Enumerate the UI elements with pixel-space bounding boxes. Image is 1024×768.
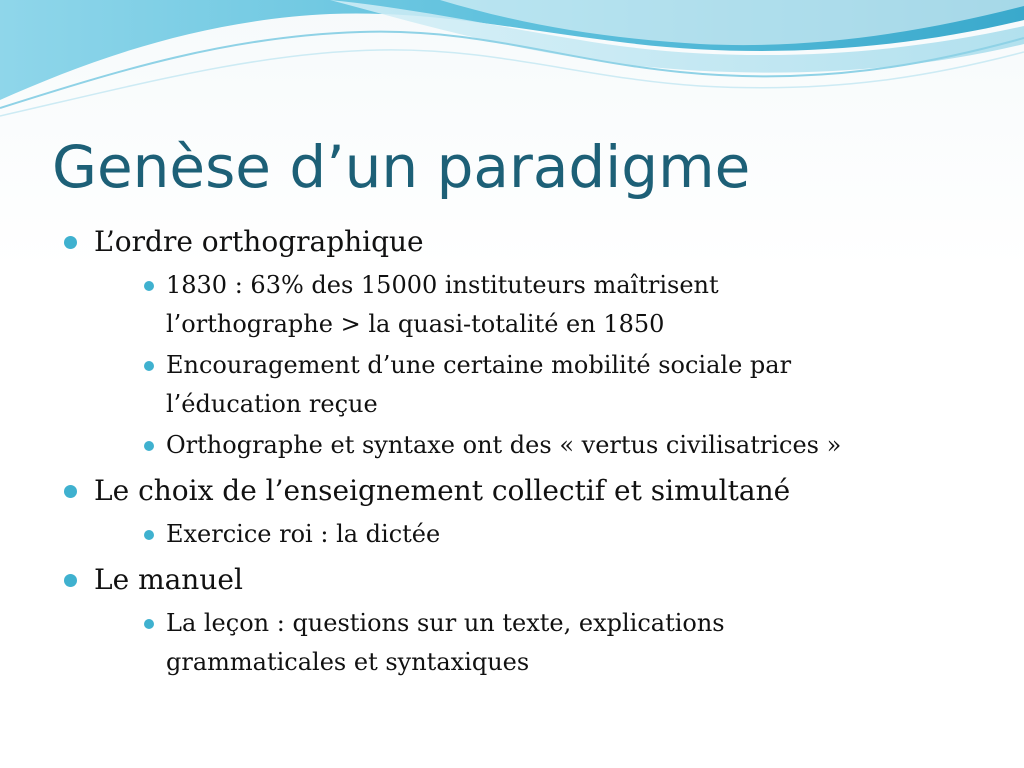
- list-item: [62, 222, 1002, 465]
- sub-list-item: [144, 515, 1002, 554]
- list-item: [62, 471, 1002, 554]
- list-item-text: Le manuel: [94, 563, 243, 596]
- slide-title: Genèse d’un paradigme: [52, 133, 751, 201]
- sub-list-item: [144, 604, 1002, 682]
- round-bullet-icon: [144, 619, 154, 629]
- round-bullet-icon: [144, 530, 154, 540]
- sub-item-text-line: Orthographe et syntaxe ont des « vertus civilisatrices »: [166, 431, 842, 459]
- sub-list-item: [144, 346, 1002, 424]
- round-bullet-icon: [64, 574, 77, 587]
- sub-item-text-line: l’éducation reçue: [166, 390, 378, 418]
- sub-list: [144, 266, 1002, 465]
- list-item-text: L’ordre orthographique: [94, 225, 424, 258]
- list-item-text: Le choix de l’enseignement collectif et simultané: [94, 474, 791, 507]
- sub-item-text-line: l’orthographe > la quasi-totalité en 1850: [166, 310, 665, 338]
- sub-item-text-line: 1830 : 63% des 15000 instituteurs maîtrisent: [166, 271, 719, 299]
- round-bullet-icon: [144, 361, 154, 371]
- sub-item-text-line: La leçon : questions sur un texte, explications: [166, 609, 725, 637]
- sub-item-text-line: Exercice roi : la dictée: [166, 520, 441, 548]
- sub-item-text-line: grammaticales et syntaxiques: [166, 648, 530, 676]
- round-bullet-icon: [64, 236, 77, 249]
- sub-list: [144, 515, 1002, 554]
- sub-list-item: [144, 266, 1002, 344]
- decorative-wave-header: [0, 0, 1024, 130]
- round-bullet-icon: [144, 281, 154, 291]
- round-bullet-icon: [144, 441, 154, 451]
- round-bullet-icon: [64, 485, 77, 498]
- sub-list: [144, 604, 1002, 682]
- sub-list-item: [144, 426, 1002, 465]
- bullet-list: [62, 222, 1002, 682]
- list-item: [62, 560, 1002, 682]
- sub-item-text-line: Encouragement d’une certaine mobilité sociale par: [166, 351, 792, 379]
- slide-body: [62, 222, 1002, 688]
